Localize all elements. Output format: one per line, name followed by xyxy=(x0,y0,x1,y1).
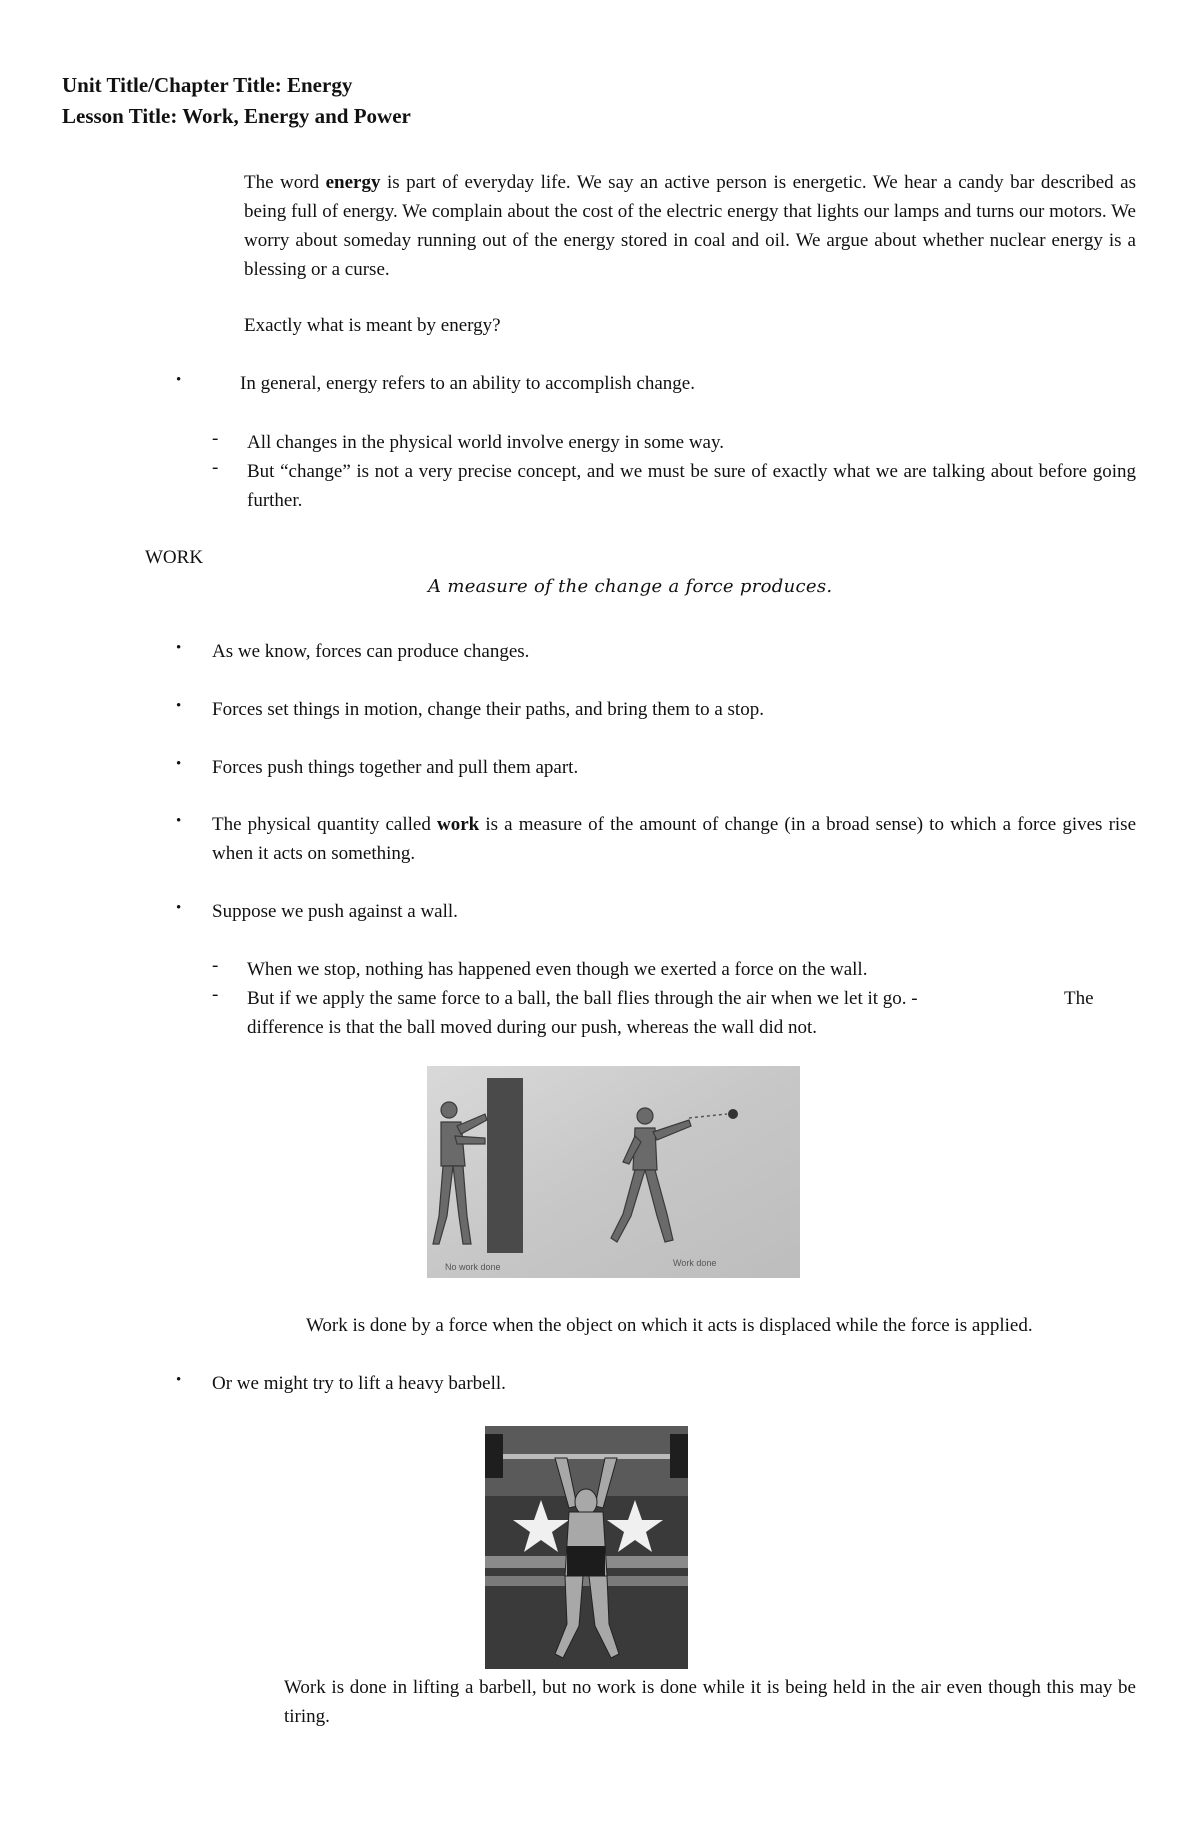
intro-text-rest: is part of everyday life. We say an active person is energetic. We hear a candy bar described as being full of energy. We complain about the cost of the electric energy that lights our lamps and turns our motors. We worry about someday running out of the energy stored in coal and oil. We argue about whether nuclear energy is a blessing or a curse. xyxy=(244,172,1136,280)
bullet-marker: • xyxy=(176,756,182,772)
intro-text-start: The word xyxy=(244,172,326,193)
energy-definition-bullet: In general, energy refers to an ability to accomplish change. xyxy=(240,373,695,394)
bullet-marker: • xyxy=(176,640,182,656)
lifter-singlet xyxy=(567,1546,605,1576)
weightlifter-drawing xyxy=(485,1426,688,1669)
work-bullet-4 xyxy=(212,810,1136,868)
barbell-plate-right xyxy=(670,1434,688,1478)
wall-sub-item-2-line-1: But if we apply the same force to a ball, the ball flies through the air when we let it go. - xyxy=(247,988,918,1009)
dash-marker: - xyxy=(212,955,219,976)
bullet-marker: • xyxy=(176,900,182,916)
push-wall-throw-ball-drawing xyxy=(427,1066,800,1278)
intro-question: Exactly what is meant by energy? xyxy=(244,315,501,336)
unit-title: Unit Title/Chapter Title: Energy xyxy=(62,73,353,97)
ball-shape xyxy=(728,1109,738,1119)
work-done-label: Work done xyxy=(673,1258,717,1268)
bullet-marker: • xyxy=(176,813,182,829)
energy-sub-item-2: But “change” is not a very precise concept, and we must be sure of exactly what we are talking about before going further. xyxy=(247,461,1136,511)
intro-paragraph xyxy=(244,168,1136,284)
intro-bold-energy: energy xyxy=(325,172,381,193)
wall-sub-item-2-line-2: difference is that the ball moved during our push, whereas the wall did not. xyxy=(247,1017,818,1038)
barbell-bullet: Or we might try to lift a heavy barbell. xyxy=(212,1373,506,1394)
work-bullet-2: Forces set things in motion, change their paths, and bring them to a stop. xyxy=(212,699,764,720)
work-illustration-photo xyxy=(427,1066,800,1278)
figure-1-caption: Work is done by a force when the object on which it acts is displaced while the force is applied. xyxy=(306,1315,1033,1336)
wall-sub-item-1: When we stop, nothing has happened even though we exerted a force on the wall. xyxy=(247,959,868,980)
dash-marker: - xyxy=(212,457,219,478)
bullet-marker: • xyxy=(176,372,182,388)
barbell-plate-left xyxy=(485,1434,503,1478)
work-bullet-1: As we know, forces can produce changes. xyxy=(212,641,530,662)
wall-sub-item-2-the: The xyxy=(1064,988,1094,1009)
work-heading: WORK xyxy=(145,547,204,568)
wall-shape xyxy=(487,1078,523,1253)
lesson-title: Lesson Title: Work, Energy and Power xyxy=(62,104,411,128)
work-bullet-5: Suppose we push against a wall. xyxy=(212,901,458,922)
bullet-marker: • xyxy=(176,698,182,714)
no-work-label: No work done xyxy=(445,1262,501,1272)
bullet-marker: • xyxy=(176,1372,182,1388)
work-bold-term: work xyxy=(436,814,480,835)
weightlifter-photo xyxy=(485,1426,688,1669)
figure-2-caption: Work is done in lifting a barbell, but no work is done while it is being held in the air even though this may be tiring. xyxy=(284,1677,1136,1727)
energy-sub-item-1: All changes in the physical world involve energy in some way. xyxy=(247,432,725,453)
work-bullet-3: Forces push things together and pull them apart. xyxy=(212,757,579,778)
work-definition: A measure of the change a force produces. xyxy=(428,576,833,597)
dash-marker: - xyxy=(212,428,219,449)
dash-marker: - xyxy=(212,984,219,1005)
work-bullet-4-rest: is a measure of the amount of change (in a broad sense) to which a force gives rise when it acts on something. xyxy=(212,814,1137,864)
work-bullet-4-start: The physical quantity called xyxy=(212,814,437,835)
barbell-bar xyxy=(489,1454,684,1459)
